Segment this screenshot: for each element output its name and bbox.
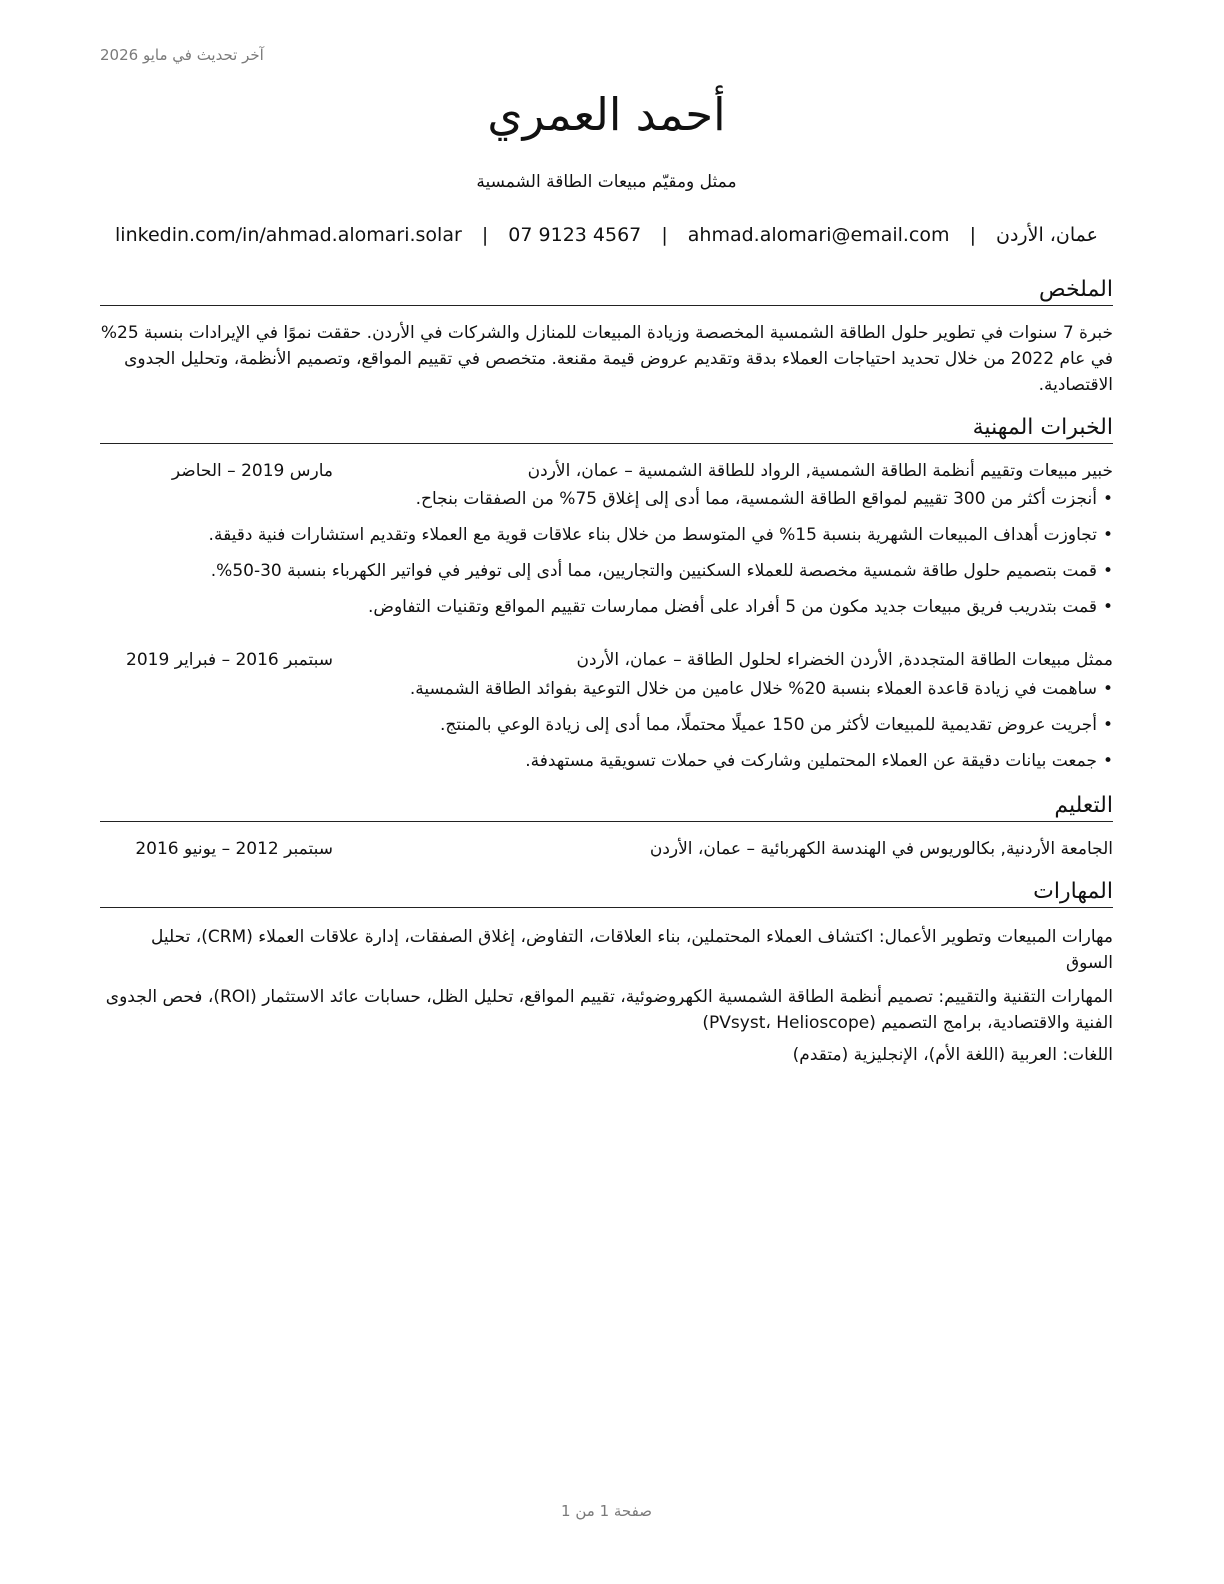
contact-separator: |: [481, 224, 489, 246]
job-header: [100, 458, 1113, 484]
list-item: •قمت بتصميم حلول طاقة شمسية مخصصة للعملاء السكنيين والتجاريين، مما أدى إلى توفير في فواتير الكهرباء بنسبة 30-50%.: [210, 561, 1113, 581]
skills-languages: اللغات: العربية (اللغة الأم)، الإنجليزية (متقدم): [792, 1045, 1113, 1065]
summary-heading: الملخص: [100, 276, 1113, 306]
education-degree: الجامعة الأردنية, بكالوريوس في الهندسة الكهربائية – عمان، الأردن: [649, 839, 1113, 859]
job-role: ممثل مبيعات الطاقة المتجددة, الأردن الخضراء لحلول الطاقة – عمان، الأردن: [576, 650, 1113, 670]
list-item: •أجريت عروض تقديمية للمبيعات لأكثر من 150 عميلًا محتملًا، مما أدى إلى زيادة الوعي بالمنتج.: [439, 715, 1113, 735]
list-item: •أنجزت أكثر من 300 تقييم لمواقع الطاقة الشمسية، مما أدى إلى إغلاق 75% من الصفقات بنجاح.: [415, 489, 1113, 509]
page-number: صفحة 1 من 1: [561, 1502, 652, 1520]
job-dates: مارس 2019 – الحاضر: [171, 461, 333, 481]
contact-location: عمان، الأردن: [996, 224, 1098, 246]
education-dates: سبتمبر 2012 – يونيو 2016: [135, 839, 333, 859]
contact-separator: |: [969, 224, 976, 246]
contact-email[interactable]: ahmad.alomari@email.com: [687, 224, 950, 246]
summary-text: خبرة 7 سنوات في تطوير حلول الطاقة الشمسية المخصصة وزيادة المبيعات للمنازل والشركات في الأردن. حققت نموًا في الإيرادات بنسبة 25% في عام 2022 من خلال تحديد احتياجات العملاء بدقة وتقديم عروض قيمة مقنعة. متخصص في تقييم المواقع، وتصميم الأنظمة، وتحليل الجدوى الاقتصادية.: [100, 323, 1113, 395]
contact-separator: |: [661, 224, 668, 246]
experience-heading: الخبرات المهنية: [100, 414, 1113, 444]
skills-heading: المهارات: [100, 878, 1113, 908]
headline: ممثل ومقيّم مبيعات الطاقة الشمسية: [476, 172, 737, 192]
contact-linkedin[interactable]: linkedin.com/in/ahmad.alomari.solar: [115, 224, 462, 246]
contact-phone: 07 9123 4567: [508, 224, 642, 246]
last-updated: آخر تحديث في مايو 2026: [100, 46, 264, 64]
education-heading: التعليم: [100, 792, 1113, 822]
job-role: خبير مبيعات وتقييم أنظمة الطاقة الشمسية, الرواد للطاقة الشمسية – عمان، الأردن: [527, 461, 1113, 481]
job-bullets: [100, 676, 1113, 784]
skills-technical: المهارات التقنية والتقييم: تصميم أنظمة الطاقة الشمسية الكهروضوئية، تقييم المواقع، تحليل الظل، حسابات عائد الاستثمار (ROI)، فحص الجدوى الفنية والاقتصادية، برامج التصميم (PVsyst، Helioscope): [105, 987, 1113, 1033]
skills-sales: مهارات المبيعات وتطوير الأعمال: اكتشاف العملاء المحتملين، بناء العلاقات، التفاوض، إغلاق الصفقات، إدارة علاقات العملاء (CRM)، تحليل السوق: [150, 927, 1113, 973]
education-entry: [100, 836, 1113, 862]
contact-line: [100, 224, 1113, 246]
list-item: •ساهمت في زيادة قاعدة العملاء بنسبة 20% خلال عامين من خلال التوعية بفوائد الطاقة الشمسية.: [409, 679, 1113, 699]
job-bullets: [100, 486, 1113, 630]
job-header: [100, 647, 1113, 673]
candidate-name: أحمد العمري: [487, 88, 726, 141]
list-item: •جمعت بيانات دقيقة عن العملاء المحتملين وشاركت في حملات تسويقية مستهدفة.: [525, 751, 1113, 771]
resume-page: [100, 0, 1113, 1584]
list-item: •تجاوزت أهداف المبيعات الشهرية بنسبة 15% في المتوسط من خلال بناء علاقات قوية مع العملاء وتقديم استشارات فنية دقيقة.: [208, 525, 1113, 545]
list-item: •قمت بتدريب فريق مبيعات جديد مكون من 5 أفراد على أفضل ممارسات تقييم المواقع وتقنيات التفاوض.: [367, 597, 1113, 617]
job-dates: سبتمبر 2016 – فبراير 2019: [126, 650, 333, 670]
